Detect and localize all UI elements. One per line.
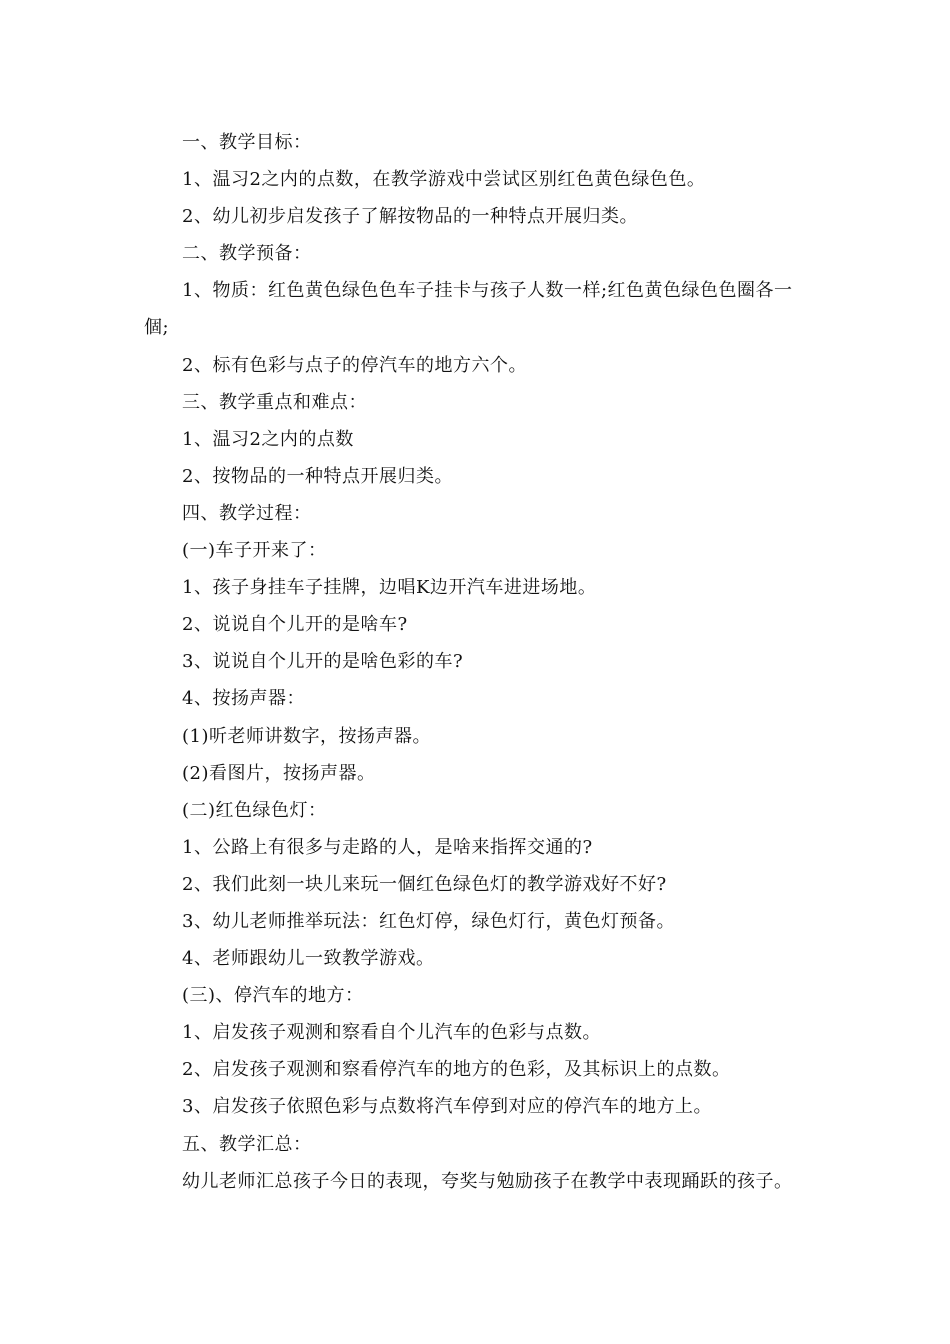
paragraph: (1)听老师讲数字，按扬声器。 <box>182 725 431 747</box>
paragraph: 1、温习2之内的点数，在教学游戏中尝试区别红色黄色绿色色。 <box>182 169 706 191</box>
paragraph: 2、说说自个儿开的是啥车? <box>182 614 408 636</box>
paragraph: 2、标有色彩与点子的停汽车的地方六个。 <box>182 354 527 376</box>
document-body <box>144 124 824 1200</box>
heading-teaching-goals: 一、教学目标： <box>182 132 312 153</box>
heading-key-points: 三、教学重点和难点： <box>182 391 367 413</box>
heading-teaching-process: 四、教学过程： <box>182 502 312 524</box>
paragraph: 4、老师跟幼儿一致教学游戏。 <box>182 948 435 970</box>
heading-teaching-preparation: 二、教学预备： <box>182 243 312 265</box>
paragraph: 1、物质：红色黄色绿色色车子挂卡与孩子人数一样;红色黄色绿色色圈各一個; <box>144 280 793 339</box>
subheading: (二)红色绿色灯： <box>182 799 327 821</box>
paragraph: 3、说说自个儿开的是啥色彩的车? <box>182 651 464 673</box>
paragraph: 1、孩子身挂车子挂牌，边唱K边开汽车进进场地。 <box>182 577 597 599</box>
paragraph: 3、启发孩子依照色彩与点数将汽车停到对应的停汽车的地方上。 <box>182 1096 712 1118</box>
paragraph: 1、温习2之内的点数 <box>182 428 354 450</box>
paragraph: (2)看图片，按扬声器。 <box>182 762 376 784</box>
paragraph: 1、公路上有很多与走路的人，是啥来指挥交通的? <box>182 836 593 858</box>
paragraph: 3、幼儿老师推举玩法：红色灯停，绿色灯行，黄色灯预备。 <box>182 910 675 932</box>
heading-teaching-summary: 五、教学汇总： <box>182 1133 312 1155</box>
paragraph: 2、我们此刻一块儿来玩一個红色绿色灯的教学游戏好不好? <box>182 873 667 895</box>
paragraph: 2、幼儿初步启发孩子了解按物品的一种特点开展归类。 <box>182 206 638 228</box>
paragraph: 幼儿老师汇总孩子今日的表现，夸奖与勉励孩子在教学中表现踊跃的孩子。 <box>182 1170 793 1192</box>
paragraph: 1、启发孩子观测和察看自个儿汽车的色彩与点数。 <box>182 1022 601 1044</box>
paragraph: 2、启发孩子观测和察看停汽车的地方的色彩，及其标识上的点数。 <box>182 1059 731 1081</box>
paragraph: 4、按扬声器： <box>182 688 305 710</box>
subheading: (三)、停汽车的地方： <box>182 985 364 1007</box>
paragraph: 2、按物品的一种特点开展归类。 <box>182 465 453 487</box>
subheading: (一)车子开来了： <box>182 540 327 562</box>
